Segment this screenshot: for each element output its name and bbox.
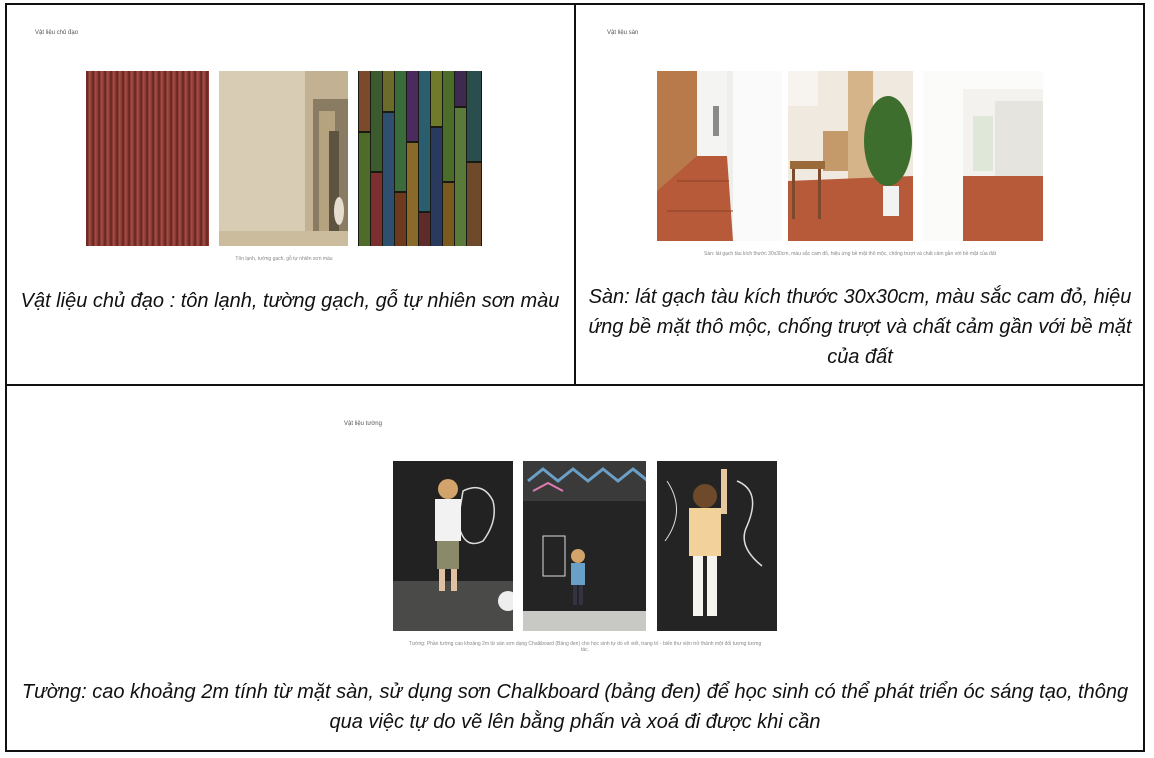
floor-caption: Sàn: lát gạch tàu kích thước 30x30cm, màu sắc cam đỏ, hiệu ứng bề mặt thô mộc, chống trượt và chất cảm gần với bề mặt của đất <box>588 286 1132 368</box>
floor-kitchen-image <box>788 71 913 241</box>
plaster-wall-image <box>219 71 348 246</box>
main-materials-caption: Vật liệu chủ đạo : tôn lạnh, tường gạch, gỗ tự nhiên sơn màu <box>20 290 560 312</box>
table-divider-vertical <box>574 3 576 386</box>
floor-slide-caption: Sàn: lát gạch tàu kích thước 30x30cm, màu sắc cam đỏ, hiệu ứng bề mặt thô mộc, chống trượt và chất cảm gần với bề mặt của đất <box>704 251 996 257</box>
table-divider-horizontal <box>5 384 1145 386</box>
main-materials-slide-title: Vật liệu chủ đạo <box>35 30 79 36</box>
wall-slide-caption: Tường: Phần tường cao khoảng 2m từ sàn sơn dạng Chalkboard (Bảng đen) cho học sinh tự do vẽ viết, trang trí - biến thư viện trở thành một đối tượng tương tác. <box>408 641 762 653</box>
wall-chalk-image-2 <box>523 461 646 631</box>
floor-hall-image <box>923 71 1043 241</box>
corrugated-metal-image <box>86 71 209 246</box>
main-materials-slide-caption: Tôn lạnh, tường gạch, gỗ tự nhiên sơn màu <box>235 256 333 262</box>
painted-wood-image <box>358 71 482 246</box>
floor-corridor-image <box>657 71 782 241</box>
wall-slide-title: Vật liệu tường <box>344 421 382 427</box>
wall-chalk-image-1 <box>393 461 513 631</box>
floor-slide-title: Vật liệu sàn <box>607 30 639 36</box>
wall-chalk-image-3 <box>657 461 777 631</box>
wall-caption: Tường: cao khoảng 2m tính từ mặt sàn, sử dụng sơn Chalkboard (bảng đen) để học sinh có thể phát triển óc sáng tạo, thông qua việc tự do vẽ lên bằng phấn và xoá đi được khi cần <box>21 681 1129 733</box>
